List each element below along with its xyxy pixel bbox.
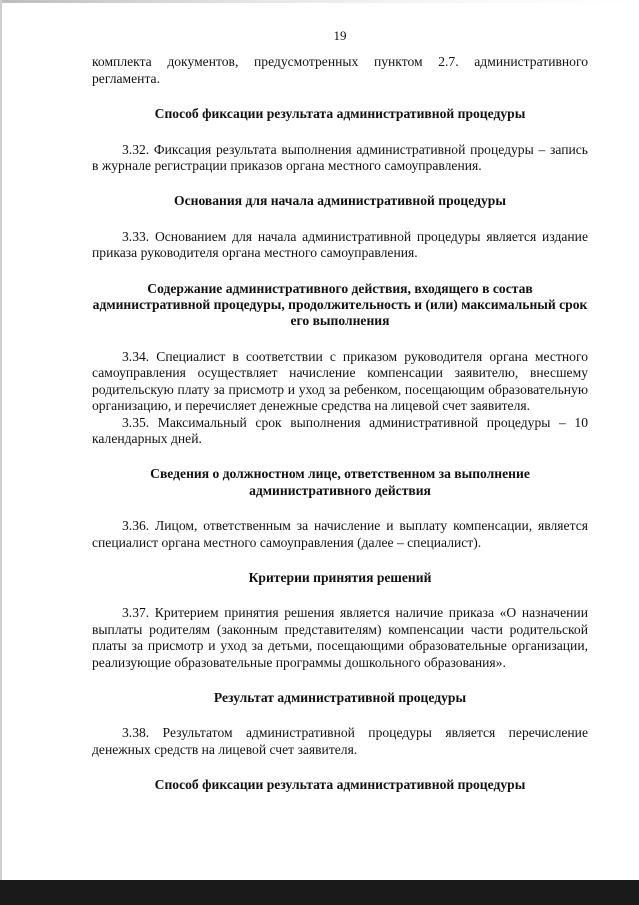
- paragraph-3-37: 3.37. Критерием принятия решения является наличие приказа «О назначении выплаты родителям (законным представителям) компенсации части родительской платы за присмотр и уход за детьми, посещающими образовательные организации, реализующие образовательные программы дошкольного образования».: [92, 605, 588, 670]
- paragraph-3-34: 3.34. Специалист в соответствии с приказом руководителя органа местного самоуправления осуществляет начисление компенсации заявителю, внесшему родительскую плату за присмотр и уход за ребенком, посещающим образовательную организацию, и перечисляет денежные средства на лицевой счет заявителя.: [92, 348, 588, 414]
- scan-edge-bottom: [0, 880, 639, 905]
- scan-edge-left: [0, 0, 2, 880]
- document-page: [92, 28, 588, 794]
- heading-responsible-official: Сведения о должностном лице, ответственном за выполнение административного действия: [150, 466, 530, 498]
- heading-fixation-method: Способ фиксации результата административной процедуры: [154, 106, 526, 122]
- paragraph-3-33: 3.33. Основанием для начала административной процедуры является издание приказа руководителя органа местного самоуправления.: [92, 228, 588, 261]
- heading-grounds-for-start: Основания для начала административной процедуры: [174, 193, 506, 209]
- page-number: 19: [333, 28, 347, 43]
- heading-procedure-result: Результат административной процедуры: [213, 689, 467, 705]
- heading-action-content: Содержание административного действия, входящего в состав административной процедуры, продолжительность и (или) максимальный срок его выполнения: [92, 280, 588, 329]
- paragraph-3-36: 3.36. Лицом, ответственным за начисление и выплату компенсации, является специалист органа местного самоуправления (далее – специалист).: [92, 518, 588, 550]
- paragraph-3-38: 3.38. Результатом административной процедуры является перечисление денежных средств на лицевой счет заявителя.: [92, 725, 588, 757]
- paragraph-3-35: 3.35. Максимальный срок выполнения административной процедуры – 10 календарных дней.: [92, 414, 588, 446]
- heading-fixation-method-2: Способ фиксации результата административной процедуры: [154, 777, 526, 793]
- paragraph-3-32: 3.32. Фиксация результата выполнения административной процедуры – запись в журнале регистрации приказов органа местного самоуправления.: [92, 141, 588, 174]
- scan-edge-top: [0, 0, 639, 3]
- paragraph-continuation: комплекта документов, предусмотренных пунктом 2.7. административного регламента.: [92, 54, 588, 86]
- heading-decision-criteria: Критерии принятия решений: [248, 569, 432, 585]
